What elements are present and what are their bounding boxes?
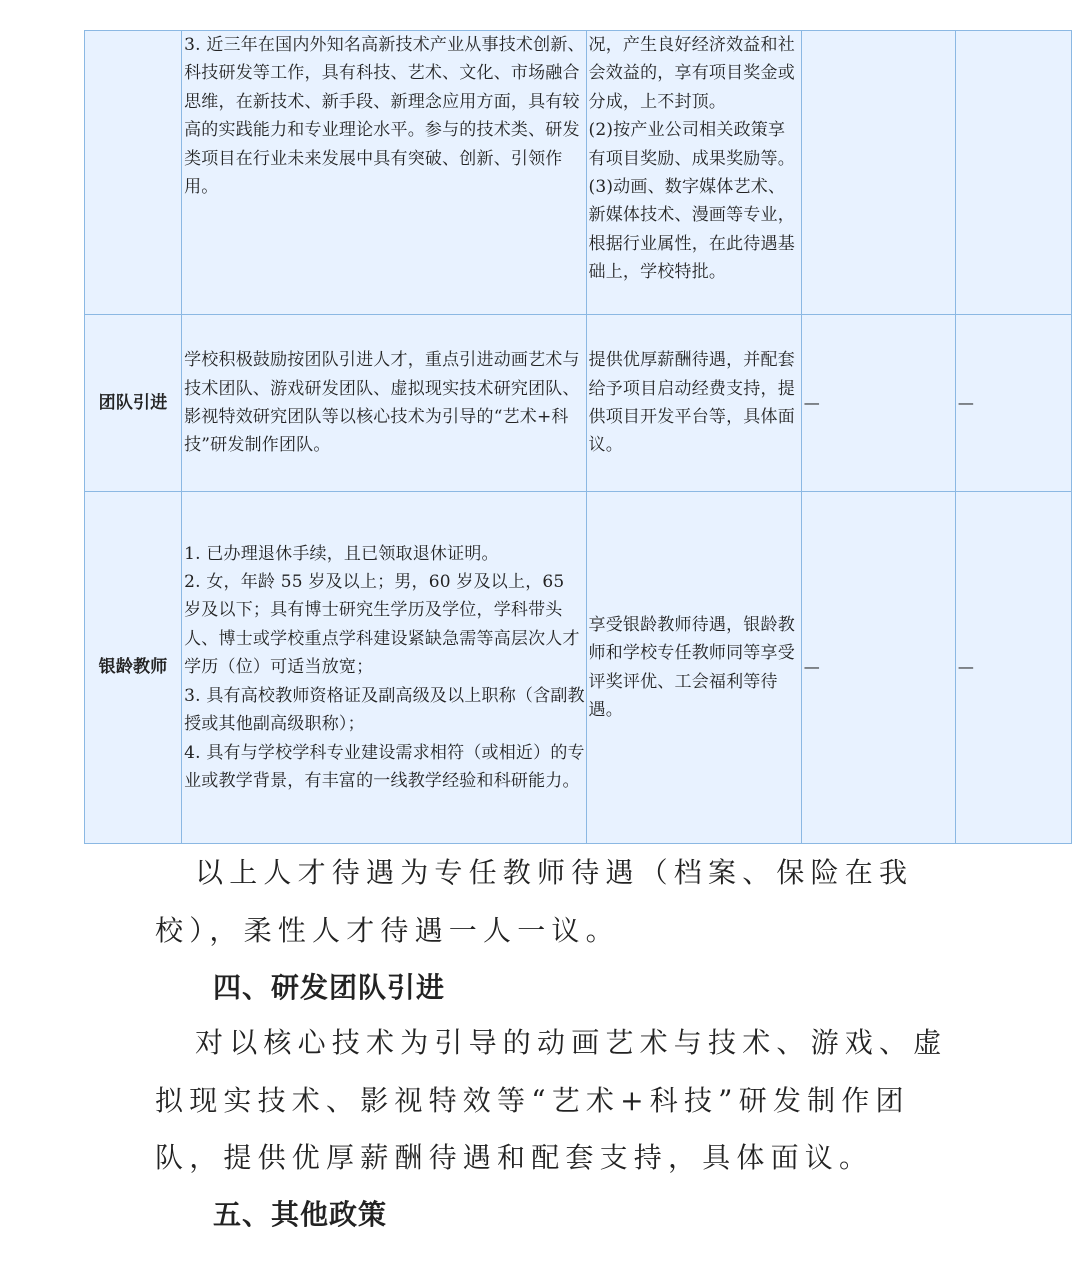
requirements-cell — [182, 31, 586, 315]
requirements-text: 1. 已办理退休手续，且已领取退休证明。 2. 女，年龄 55 岁及以上；男，60 岁及以上，65 岁及以下；具有博士研究生学历及学位，学科带头人、博士或学校重点学科建设紧缺急需等高层次人才学历（位）可适当放宽； 3. 具有高校教师资格证及副高级及以上职称（含副教授或其他副高级职称）； 4. 具有与学校学科专业建设需求相符（或相近）的专业或教学背景，有丰富的一线教学经验和科研能力。 — [184, 543, 585, 791]
treatment-cell — [586, 31, 801, 315]
column4-cell — [801, 31, 955, 315]
treatment-cell — [586, 492, 801, 844]
table-row — [85, 492, 1072, 844]
column5-cell: — — [955, 492, 1071, 844]
treatment-text: 享受银龄教师待遇，银龄教师和学校专任教师同等享受评奖评优、工会福利等待遇。 — [588, 614, 795, 720]
requirements-text: 3. 近三年在国内外知名高新技术产业从事技术创新、科技研发等工作，具有科技、艺术、文化、市场融合思维，在新技术、新手段、新理念应用方面，具有较高的实践能力和专业理论水平。参与的技术类、研发类项目在行业未来发展中具有突破、创新、引领作用。 — [184, 35, 585, 198]
requirements-text: 学校积极鼓励按团队引进人才，重点引进动画艺术与技术团队、游戏研发团队、虚拟现实技术研究团队、影视特效研究团队等以核心技术为引导的“艺术+科技”研发制作团队。 — [184, 350, 580, 456]
treatment-text: 况，产生良好经济效益和社会效益的，享有项目奖金或分成，上不封顶。 (2)按产业公司相关政策享有项目奖励、成果奖励等。 (3)动画、数字媒体艺术、新媒体技术、漫画等专业，根据行业属性，在此待遇基础上，学校特批。 — [588, 35, 795, 283]
column4-cell: — — [801, 492, 955, 844]
section4-paragraph — [155, 1014, 955, 1187]
talent-policy-table — [84, 30, 1072, 844]
column5-cell: — — [955, 315, 1071, 492]
section4-heading: 四、研发团队引进 — [213, 971, 446, 1004]
requirements-cell — [182, 492, 586, 844]
section5-heading: 五、其他政策 — [213, 1198, 388, 1231]
category-cell: 团队引进 — [85, 315, 182, 492]
requirements-cell — [182, 315, 586, 492]
column5-cell — [955, 31, 1071, 315]
treatment-cell — [586, 315, 801, 492]
category-cell: 银龄教师 — [85, 492, 182, 844]
treatment-note-paragraph — [155, 844, 955, 959]
table-row — [85, 315, 1072, 492]
treatment-text: 提供优厚薪酬待遇，并配套给予项目启动经费支持，提供项目开发平台等，具体面议。 — [588, 350, 795, 456]
category-cell — [85, 31, 182, 315]
table-row — [85, 31, 1072, 315]
treatment-note-text: 以上人才待遇为专任教师待遇（档案、保险在我校），柔性人才待遇一人一议。 — [155, 856, 914, 947]
column4-cell: — — [801, 315, 955, 492]
section4-text: 对以核心技术为引导的动画艺术与技术、游戏、虚拟现实技术、影视特效等“艺术+科技”研发制作团队，提供优厚薪酬待遇和配套支持，具体面议。 — [155, 1026, 948, 1174]
